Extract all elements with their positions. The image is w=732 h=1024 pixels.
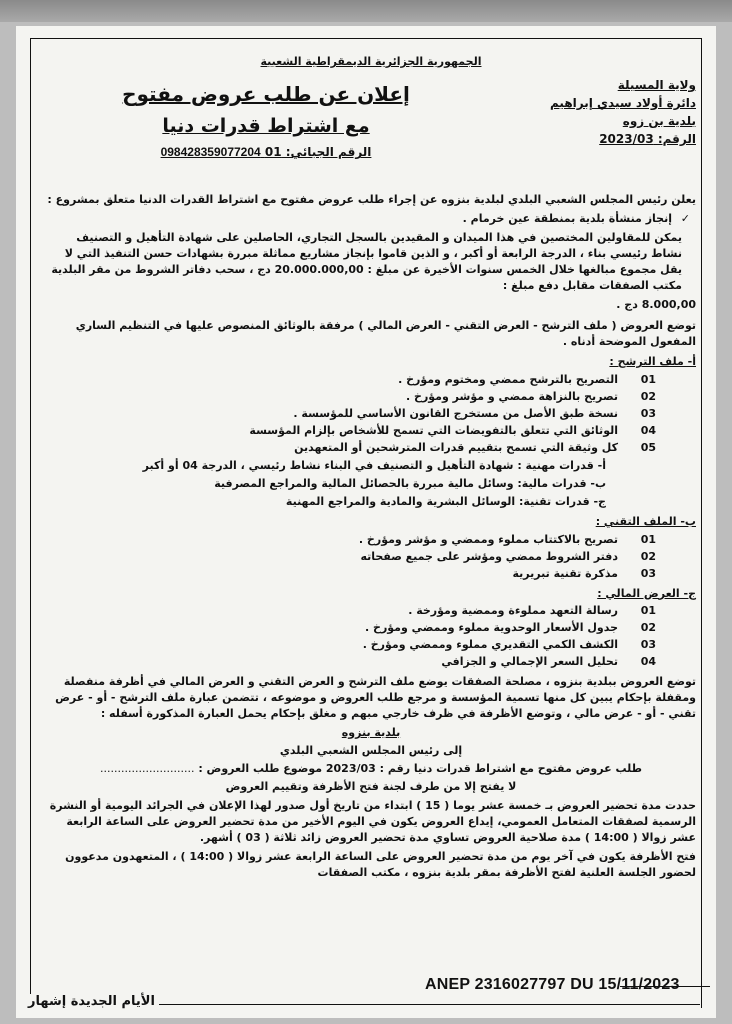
notice-subtitle: مع اشتراط قدرات دنيا [162, 114, 370, 137]
technical-section-title: ب- الملف التقني : [595, 514, 696, 528]
scan-top-strip [0, 0, 732, 22]
opening-paragraph: فتح الأظرفة يكون في آخر يوم من مدة تحضير العروض على الساعة الرابعة عشر زوالا ( 14:00 ) ، المتعهدون مدعوون لحضور الجلسة العلنية لفتح الأظرفة بمقر بلدية بنزوه ، مكتب الصفقات [65, 849, 696, 879]
list-item: 02 دفتر الشروط ممضي ومؤشر على جميع صفحاته [360, 549, 656, 563]
list-item: 04 الوثائق التي تتعلق بالتفويضات التي تسمح للأشخاص بإلزام المؤسسة [249, 424, 656, 438]
list-item: 03 نسخة طبق الأصل من مستخرج القانون الأساسي للمؤسسة . [293, 407, 656, 421]
header-row [46, 76, 696, 162]
envelope-address-line: طلب عروض مفتوح مع اشتراط قدرات دنيا رقم : 2023/03 موضوع طلب العروض : ........................... [100, 761, 642, 775]
envelope-address-line: بلدية بنزوه [341, 726, 401, 739]
anep-reference: ANEP 2316027797 DU 15/11/2023 [425, 976, 680, 993]
footer-divider [150, 1004, 700, 1005]
project-line [46, 211, 696, 227]
notice-titles [46, 76, 476, 162]
publication-footer [28, 966, 702, 1009]
capacity-financial: ب- قدرات مالية: وسائل مالية مبررة بالحصائل المالية والمراجع المصرفية [214, 476, 606, 490]
notice-title: إعلان عن طلب عروض مفتوح [122, 81, 410, 106]
list-item: 03 مذكرة تقنية تبريرية [512, 566, 656, 580]
financial-list [46, 603, 696, 670]
tax-number [56, 144, 476, 161]
authority-line: بلدية بن زوه [622, 113, 696, 128]
reference-number: الرقم: 2023/03 [599, 131, 696, 146]
document-sheet [16, 26, 716, 1018]
republic-heading: الجمهورية الجزائرية الديمقراطية الشعبية [260, 55, 482, 68]
list-item: 02 تصريح بالنزاهة ممضي و مؤشر ومؤرخ . [406, 390, 656, 404]
list-item: 03 الكشف الكمي التقديري مملوء وممضي ومؤرخ . [362, 638, 656, 652]
list-item: 01 رسالة التعهد مملوءة وممضية ومؤرخة . [408, 604, 656, 618]
list-item: 05 كل وثيقة التي تسمح بتقييم قدرات المترشحين أو المتعهدين [294, 441, 656, 454]
eligibility-paragraph: يمكن للمقاولين المختصين في هذا الميدان و المقيدين بالسجل التجاري، الحاصلين على شهادة التأهيل و التصنيف نشاط رئيسي بناء ، الدرجة الرابعة أو أكبر ، و الذين قاموا بإنجاز مشاريع مماثلة مبررة بشهادات حسن التنفيذ التي لا يقل مجموع مبالغها خلال الخمس سنوات الأخيرة عن مبلغ : 20.000.000,00 دج ، سحب دفاتر الشروط من مقر البلدية مكتب الصفقات مقابل دفع مبلغ : [51, 230, 682, 292]
project-name: إنجاز منشأة بلدية بمنطقة عين خرمام . [462, 211, 672, 225]
check-mark-icon: ✓ [680, 211, 690, 225]
issuing-authority [536, 76, 696, 148]
capacity-professional: أ- قدرات مهنية : شهادة التأهيل و التصنيف في البناء نشاط رئيسي ، الدرجة 04 أو أكبر [142, 458, 606, 472]
document-body [46, 54, 696, 883]
envelope-address-line: إلى رئيس المجلس الشعبي البلدي [279, 743, 463, 757]
technical-list [46, 532, 696, 582]
list-item: 01 تصريح بالاكتتاب مملوء وممضي و مؤشر ومؤرخ . [358, 532, 656, 546]
capacity-technical: ج- قدرات تقنية: الوسائل البشرية والمادية والمراجع المهنية [285, 494, 606, 508]
deadline-paragraph: حددت مدة تحضير العروض بـ خمسة عشر يوما ( 15 ) ابتداء من تاريخ أول صدور لهذا الإعلان في الجرائد اليومية أو النشرة الرسمية لصفقات المتعامل العمومي، إيداع العروض يكون في اليوم الأخير من مدة تحضير العروض على الساعة الرابعة عشر زوالا ( 14:00 ) مدة صلاحية العروض تساوي مدة تحضير العروض زائد ثلاثة ( 03 ) أشهر. [49, 798, 696, 844]
envelope-address-line: لا يفتح إلا من طرف لجنة فتح الأظرفة وتقييم العروض [225, 779, 517, 793]
list-item: 02 جدول الأسعار الوحدوية مملوء وممضي ومؤرخ . [365, 621, 656, 635]
list-item: 04 تحليل السعر الإجمالي و الجزافي [441, 655, 656, 669]
submission-intro: توضع العروض ( ملف الترشح - العرض التقني - العرض المالي ) مرفقة بالوثائق المنصوص عليها في التنظيم الساري المفعول الموضحة أدناه . [75, 319, 696, 349]
authority-line: دائرة أولاد سيدي إبراهيم [550, 95, 696, 110]
financial-section-title: ج- العرض المالي : [597, 586, 696, 600]
candidacy-section-title: أ- ملف الترشح : [609, 355, 696, 369]
authority-line: ولاية المسيلة [617, 77, 696, 92]
submission-paragraph: توضع العروض ببلدية بنزوه ، مصلحة الصفقات يوضع ملف الترشح و العرض التقني و العرض المالي في أظرفة منفصلة ومقفلة بإحكام يبين كل منها تسمية المؤسسة و مرجع طلب العروض و موضوعه ، تتضمن عبارة ملف الترشح - أو - عرض تقني - أو - عرض مالي ، وتوضع الأظرفة في ظرف خارجي مبهم و مغلق بإحكام يحمل العبارة المذكورة أسفله : [55, 675, 696, 721]
tax-number-value: 098428359077204 [160, 145, 261, 160]
footer-divider [620, 986, 710, 987]
fee-amount: 8.000,00 دج . [616, 297, 696, 311]
candidacy-list [46, 372, 696, 456]
list-item: 01 التصريح بالترشح ممضي ومختوم ومؤرخ . [398, 373, 656, 387]
tax-number-label: الرقم الجبائي: 01 [264, 145, 372, 160]
publication-name: الأيام الجديدة إشهار [24, 994, 159, 1009]
intro-paragraph: يعلن رئيس المجلس الشعبي البلدي لبلدية بنزوه عن إجراء طلب عروض مفتوح مع اشتراط القدرات الدنيا متعلق بمشروع : [47, 192, 696, 206]
